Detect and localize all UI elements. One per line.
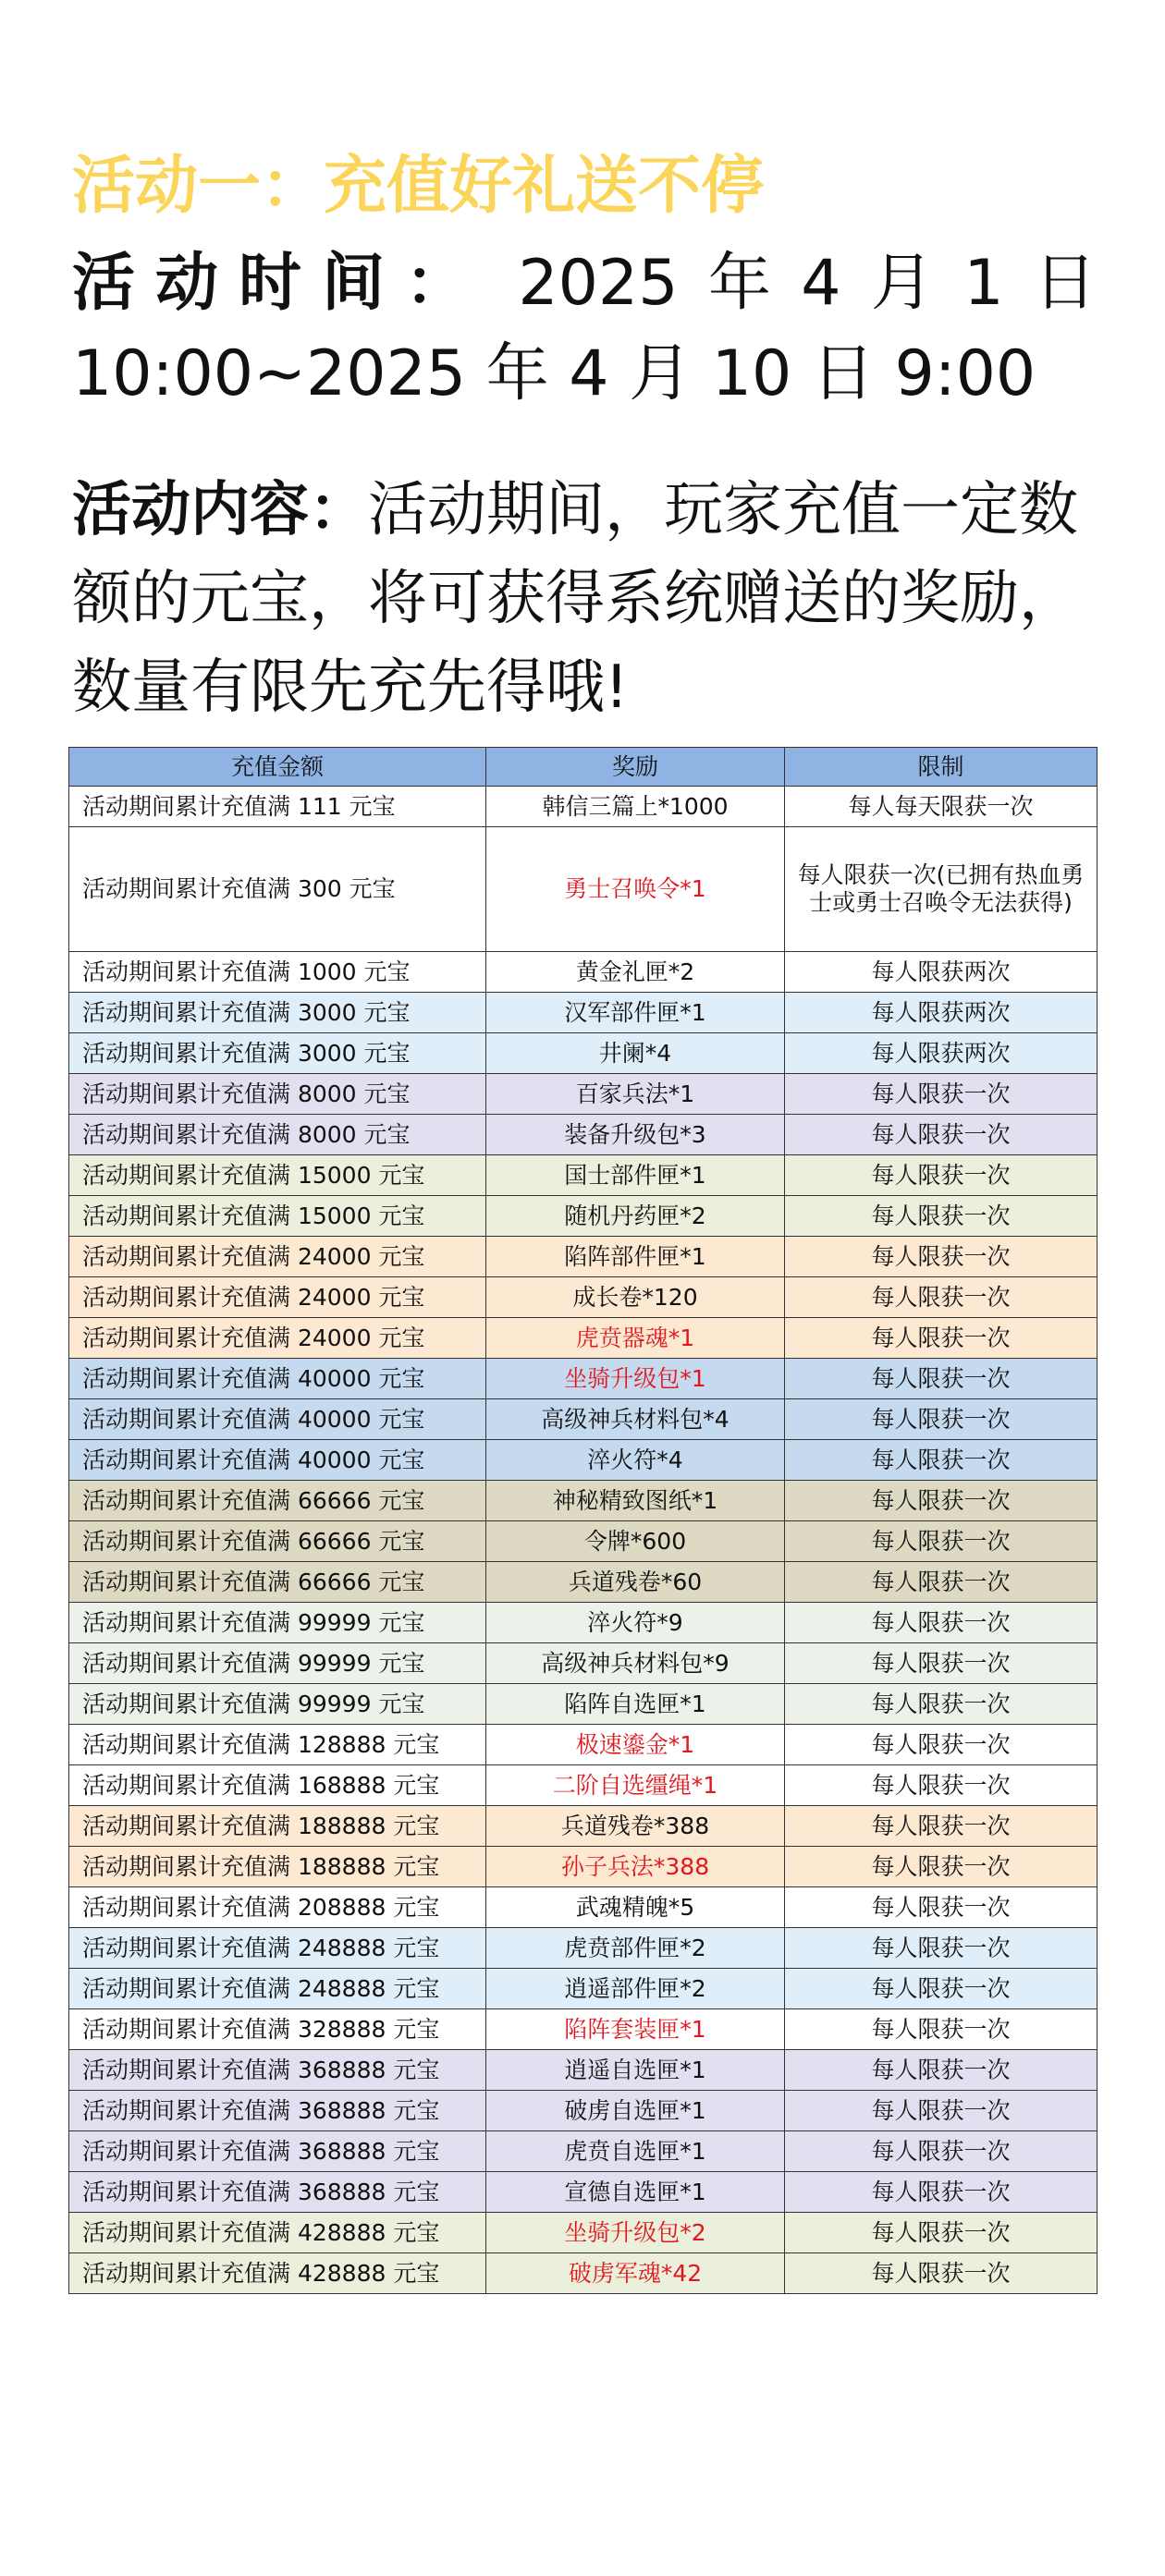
reward-amount: 活动期间累计充值满 188888 元宝 xyxy=(69,1847,486,1887)
table-row xyxy=(69,1155,1098,1196)
table-row xyxy=(69,1115,1098,1155)
reward-limit: 每人限获一次 xyxy=(785,1115,1098,1155)
reward-item: 逍遥部件匣*2 xyxy=(486,1969,785,2009)
reward-limit: 每人限获一次 xyxy=(785,1562,1098,1603)
reward-item: 坐骑升级包*1 xyxy=(486,1359,785,1399)
reward-limit: 每人限获一次 xyxy=(785,2091,1098,2131)
reward-amount: 活动期间累计充值满 66666 元宝 xyxy=(69,1521,486,1562)
table-row xyxy=(69,1684,1098,1725)
activity-time-label: 活动时间： xyxy=(72,247,489,320)
table-row xyxy=(69,1806,1098,1847)
header-amount: 充值金额 xyxy=(69,748,486,787)
reward-item: 陷阵自选匣*1 xyxy=(486,1684,785,1725)
reward-amount: 活动期间累计充值满 428888 元宝 xyxy=(69,2213,486,2253)
table-row xyxy=(69,1277,1098,1318)
reward-amount: 活动期间累计充值满 368888 元宝 xyxy=(69,2050,486,2091)
reward-limit: 每人限获一次 xyxy=(785,1969,1098,2009)
time-part: 4 xyxy=(801,247,841,320)
reward-item: 装备升级包*3 xyxy=(486,1115,785,1155)
activity-time xyxy=(72,238,1097,420)
table-row xyxy=(69,1196,1098,1237)
reward-item: 随机丹药匣*2 xyxy=(486,1196,785,1237)
reward-limit: 每人限获一次 xyxy=(785,1237,1098,1277)
reward-item: 淬火符*9 xyxy=(486,1603,785,1643)
table-row xyxy=(69,1887,1098,1928)
reward-limit: 每人限获两次 xyxy=(785,1033,1098,1074)
reward-limit: 每人每天限获一次 xyxy=(785,787,1098,827)
table-row xyxy=(69,2009,1098,2050)
header-limit: 限制 xyxy=(785,748,1098,787)
reward-amount: 活动期间累计充值满 24000 元宝 xyxy=(69,1318,486,1359)
reward-amount: 活动期间累计充值满 248888 元宝 xyxy=(69,1928,486,1969)
reward-item: 成长卷*120 xyxy=(486,1277,785,1318)
reward-limit: 每人限获两次 xyxy=(785,993,1098,1033)
table-row xyxy=(69,1440,1098,1481)
reward-item: 神秘精致图纸*1 xyxy=(486,1481,785,1521)
reward-limit: 每人限获一次 xyxy=(785,1806,1098,1847)
reward-item: 虎贲自选匣*1 xyxy=(486,2131,785,2172)
reward-limit: 每人限获一次 xyxy=(785,1318,1098,1359)
reward-item: 兵道残卷*388 xyxy=(486,1806,785,1847)
reward-item: 坐骑升级包*2 xyxy=(486,2213,785,2253)
reward-item: 勇士召唤令*1 xyxy=(486,827,785,952)
table-row xyxy=(69,1399,1098,1440)
reward-limit: 每人限获一次 xyxy=(785,1603,1098,1643)
reward-limit: 每人限获一次 xyxy=(785,1847,1098,1887)
activity-title: 活动一：充值好礼送不停 xyxy=(72,150,765,223)
reward-amount: 活动期间累计充值满 99999 元宝 xyxy=(69,1643,486,1684)
table-row xyxy=(69,2172,1098,2213)
reward-limit: 每人限获一次 xyxy=(785,2253,1098,2294)
reward-item: 破虏军魂*42 xyxy=(486,2253,785,2294)
time-part: 日 xyxy=(1033,247,1097,320)
table-row xyxy=(69,1725,1098,1765)
reward-item: 国士部件匣*1 xyxy=(486,1155,785,1196)
reward-amount: 活动期间累计充值满 368888 元宝 xyxy=(69,2131,486,2172)
table-header-row xyxy=(69,748,1098,787)
reward-item: 虎贲器魂*1 xyxy=(486,1318,785,1359)
reward-amount: 活动期间累计充值满 328888 元宝 xyxy=(69,2009,486,2050)
table-row xyxy=(69,1969,1098,2009)
table-row xyxy=(69,1033,1098,1074)
reward-item: 极速鎏金*1 xyxy=(486,1725,785,1765)
reward-item: 破虏自选匣*1 xyxy=(486,2091,785,2131)
reward-amount: 活动期间累计充值满 128888 元宝 xyxy=(69,1725,486,1765)
table-row xyxy=(69,2091,1098,2131)
reward-item: 陷阵部件匣*1 xyxy=(486,1237,785,1277)
reward-limit: 每人限获一次 xyxy=(785,2131,1098,2172)
reward-limit: 每人限获一次 xyxy=(785,1481,1098,1521)
activity-time-line1 xyxy=(72,238,1097,329)
reward-amount: 活动期间累计充值满 111 元宝 xyxy=(69,787,486,827)
reward-amount: 活动期间累计充值满 66666 元宝 xyxy=(69,1562,486,1603)
rewards-table-body xyxy=(69,787,1098,2294)
reward-amount: 活动期间累计充值满 188888 元宝 xyxy=(69,1806,486,1847)
reward-item: 逍遥自选匣*1 xyxy=(486,2050,785,2091)
table-row xyxy=(69,1643,1098,1684)
reward-item: 二阶自选缰绳*1 xyxy=(486,1765,785,1806)
reward-amount: 活动期间累计充值满 208888 元宝 xyxy=(69,1887,486,1928)
reward-item: 黄金礼匣*2 xyxy=(486,952,785,993)
reward-amount: 活动期间累计充值满 24000 元宝 xyxy=(69,1237,486,1277)
reward-limit: 每人限获一次 xyxy=(785,1277,1098,1318)
reward-amount: 活动期间累计充值满 368888 元宝 xyxy=(69,2091,486,2131)
reward-limit: 每人限获一次 xyxy=(785,2050,1098,2091)
table-row xyxy=(69,1847,1098,1887)
table-row xyxy=(69,2131,1098,2172)
table-row xyxy=(69,827,1098,952)
reward-item: 百家兵法*1 xyxy=(486,1074,785,1115)
reward-limit: 每人限获一次 xyxy=(785,1521,1098,1562)
reward-amount: 活动期间累计充值满 168888 元宝 xyxy=(69,1765,486,1806)
reward-item: 兵道残卷*60 xyxy=(486,1562,785,1603)
reward-amount: 活动期间累计充值满 15000 元宝 xyxy=(69,1196,486,1237)
reward-item: 武魂精魄*5 xyxy=(486,1887,785,1928)
reward-amount: 活动期间累计充值满 99999 元宝 xyxy=(69,1684,486,1725)
reward-item: 韩信三篇上*1000 xyxy=(486,787,785,827)
table-row xyxy=(69,1603,1098,1643)
reward-amount: 活动期间累计充值满 3000 元宝 xyxy=(69,1033,486,1074)
reward-limit: 每人限获一次 xyxy=(785,1887,1098,1928)
reward-item: 井阑*4 xyxy=(486,1033,785,1074)
activity-time-line2: 10:00~2025 年 4 月 10 日 9:00 xyxy=(72,337,1036,410)
table-row xyxy=(69,1928,1098,1969)
reward-amount: 活动期间累计充值满 40000 元宝 xyxy=(69,1440,486,1481)
reward-amount: 活动期间累计充值满 66666 元宝 xyxy=(69,1481,486,1521)
reward-amount: 活动期间累计充值满 428888 元宝 xyxy=(69,2253,486,2294)
table-row xyxy=(69,787,1098,827)
reward-limit: 每人限获一次 xyxy=(785,1074,1098,1115)
table-row xyxy=(69,1562,1098,1603)
reward-limit: 每人限获一次 xyxy=(785,1765,1098,1806)
table-row xyxy=(69,1521,1098,1562)
time-part: 月 xyxy=(870,247,934,320)
reward-amount: 活动期间累计充值满 40000 元宝 xyxy=(69,1359,486,1399)
table-row xyxy=(69,1074,1098,1115)
table-row xyxy=(69,1765,1098,1806)
table-row xyxy=(69,1481,1098,1521)
table-row xyxy=(69,993,1098,1033)
reward-limit: 每人限获一次 xyxy=(785,1928,1098,1969)
table-row xyxy=(69,1237,1098,1277)
reward-amount: 活动期间累计充值满 99999 元宝 xyxy=(69,1603,486,1643)
reward-item: 宣德自选匣*1 xyxy=(486,2172,785,2213)
reward-amount: 活动期间累计充值满 368888 元宝 xyxy=(69,2172,486,2213)
reward-amount: 活动期间累计充值满 15000 元宝 xyxy=(69,1155,486,1196)
time-part: 2025 xyxy=(518,247,679,320)
reward-item: 高级神兵材料包*4 xyxy=(486,1399,785,1440)
table-row xyxy=(69,952,1098,993)
reward-item: 淬火符*4 xyxy=(486,1440,785,1481)
activity-content-text: 活动期间，玩家充值一定数额的元宝，将可获得系统赠送的奖励，数量有限先充先得哦! xyxy=(72,476,1078,722)
reward-amount: 活动期间累计充值满 8000 元宝 xyxy=(69,1115,486,1155)
rewards-table xyxy=(68,747,1098,2294)
header-reward: 奖励 xyxy=(486,748,785,787)
reward-limit: 每人限获一次 xyxy=(785,2172,1098,2213)
reward-limit: 每人限获一次 xyxy=(785,1359,1098,1399)
reward-limit: 每人限获两次 xyxy=(785,952,1098,993)
reward-item: 虎贲部件匣*2 xyxy=(486,1928,785,1969)
reward-amount: 活动期间累计充值满 24000 元宝 xyxy=(69,1277,486,1318)
reward-limit: 每人限获一次 xyxy=(785,1155,1098,1196)
reward-limit: 每人限获一次 xyxy=(785,2213,1098,2253)
reward-limit: 每人限获一次 xyxy=(785,1196,1098,1237)
table-row xyxy=(69,1318,1098,1359)
reward-item: 令牌*600 xyxy=(486,1521,785,1562)
activity-content-label: 活动内容： xyxy=(72,476,368,544)
reward-item: 汉军部件匣*1 xyxy=(486,993,785,1033)
table-row xyxy=(69,2213,1098,2253)
reward-limit: 每人限获一次 xyxy=(785,1725,1098,1765)
table-row xyxy=(69,2050,1098,2091)
reward-limit: 每人限获一次(已拥有热血勇士或勇士召唤令无法获得) xyxy=(785,827,1098,952)
reward-limit: 每人限获一次 xyxy=(785,1684,1098,1725)
reward-amount: 活动期间累计充值满 1000 元宝 xyxy=(69,952,486,993)
table-row xyxy=(69,2253,1098,2294)
reward-limit: 每人限获一次 xyxy=(785,1643,1098,1684)
reward-limit: 每人限获一次 xyxy=(785,1399,1098,1440)
reward-item: 高级神兵材料包*9 xyxy=(486,1643,785,1684)
reward-item: 孙子兵法*388 xyxy=(486,1847,785,1887)
reward-limit: 每人限获一次 xyxy=(785,2009,1098,2050)
reward-item: 陷阵套装匣*1 xyxy=(486,2009,785,2050)
time-part: 1 xyxy=(963,247,1004,320)
reward-amount: 活动期间累计充值满 8000 元宝 xyxy=(69,1074,486,1115)
reward-amount: 活动期间累计充值满 300 元宝 xyxy=(69,827,486,952)
reward-limit: 每人限获一次 xyxy=(785,1440,1098,1481)
time-part: 年 xyxy=(707,247,771,320)
activity-content xyxy=(72,466,1098,732)
table-row xyxy=(69,1359,1098,1399)
reward-amount: 活动期间累计充值满 3000 元宝 xyxy=(69,993,486,1033)
reward-amount: 活动期间累计充值满 248888 元宝 xyxy=(69,1969,486,2009)
reward-amount: 活动期间累计充值满 40000 元宝 xyxy=(69,1399,486,1440)
